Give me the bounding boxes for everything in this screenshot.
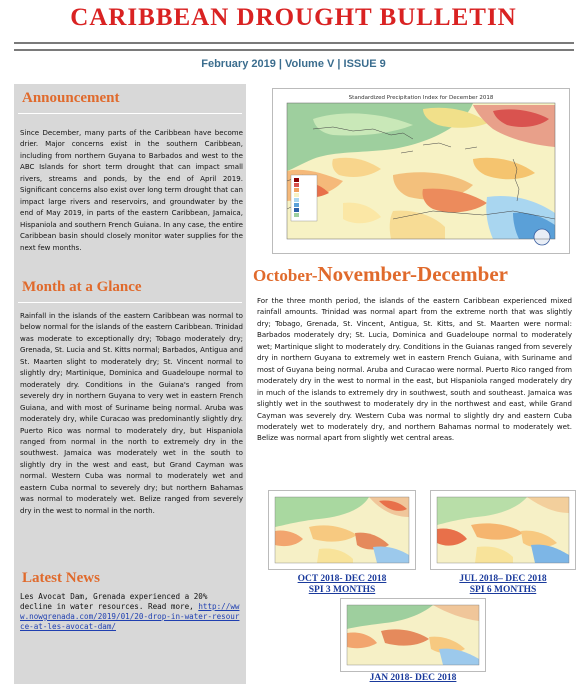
spi-3-month-map-image	[269, 491, 415, 569]
header-rule-top	[14, 42, 574, 44]
announcement-divider	[18, 113, 242, 114]
spi-12-month-map-image	[341, 599, 485, 671]
bulletin-title: CARIBBEAN DROUGHT BULLETIN	[70, 4, 517, 31]
announcement-text: Since December, many parts of the Caribbean have become drier. Major concerns exist in the southern Caribbean, including from northern Guyana to Barbados and west to the ABC Islands for short term drought that can impact small rivers, streams and ponds, by the end of April 2019. Significant concerns also exist over long term drought that can impact large rivers and reservoirs, and groundwater by the end of May 2019, in parts of the eastern Caribbean, Jamaica, Hispaniola and southern French Guiana. In any case, the entire Caribbean basin should closely monitor water supplies for the next few months.	[20, 128, 243, 252]
spi-6-month-caption-line1: JUL 2018– DEC 2018	[459, 574, 547, 584]
spi-3-month-map	[268, 490, 416, 570]
section-heading-part1: October-	[253, 266, 318, 285]
section-heading	[253, 262, 508, 287]
spi-6-month-caption-line2: SPI 6 MONTHS	[469, 585, 537, 595]
latest-news-heading: Latest News	[22, 570, 100, 586]
spi-3-month-caption-line2: SPI 3 MONTHS	[308, 585, 376, 595]
announcement-heading: Announcement	[22, 90, 120, 106]
spi-12-month-caption[interactable]	[340, 673, 486, 684]
header-rule-bottom	[14, 49, 574, 51]
spi-december-map-title: Standardized Precipitation Index for December 2018	[348, 95, 494, 101]
latest-news-link[interactable]: http://www.nowgrenada.com/2019/01/20-drop-in-water-resource-at-les-avocat-dam/	[20, 602, 240, 631]
spi-3-month-caption[interactable]	[268, 574, 416, 596]
latest-news-text	[20, 592, 243, 632]
spi-6-month-caption[interactable]	[430, 574, 576, 596]
section-heading-part2: November-December	[317, 262, 508, 286]
issue-line: February 2019 | Volume V | ISSUE 9	[201, 58, 386, 70]
spi-december-map	[272, 88, 570, 254]
latest-news-body: Les Avocat Dam, Grenada experienced a 20% decline in water resources. Read more,	[20, 592, 208, 611]
spi-12-month-caption-line1: JAN 2018- DEC 2018	[369, 673, 457, 683]
spi-6-month-map	[430, 490, 576, 570]
month-at-a-glance-text: Rainfall in the islands of the eastern Caribbean was normal to below normal for the islands of the eastern Caribbean. Trinidad was moderate to exceptionally dry; Tobago moderately dry; Grenada, St. Lucia and St. Kitts normal; Barbados, Antigua and St. Maarten slight to moderately dry; St. Vincent normal to slightly dry; Martinique, Dominica and Guadeloupe normal to moderately dry. Conditions in the Guiana's ranged from severely dry in northern Guyana to very wet in eastern French Guiana, and with most of Suriname being normal. Aruba was moderately dry, while Curacao was predominantly slightly dry. Puerto Rico was normal to moderately dry, but Hispaniola ranged from normal in the north to extremely dry in the southwest. Jamaica was moderately wet in the south to slightly dry in the west and east, but Grand Cayman was normal. Western Cuba was normal to moderately wet and eastern Cuba normal to severely dry; but northern Bahamas was normal to moderately wet. Belize ranged from severely dry in the west to normal in the north.	[20, 311, 243, 515]
spi-december-map-image	[273, 89, 569, 253]
spi-3-month-caption-line1: OCT 2018- DEC 2018	[297, 574, 387, 584]
spi-6-month-map-image	[431, 491, 575, 569]
spi-12-month-map	[340, 598, 486, 672]
main-summary-text: For the three month period, the islands of the eastern Caribbean experienced mixed rainfall amounts. Trinidad was normal apart from the extreme north that was slightly dry; Tobago, Grenada, St. Vincent, Antigua, St. Kitts, and St. Maarten were normal: Barbados moderately dry; St. Lucia, Dominica and Guadeloupe normal to moderately wet; Martinique slight to moderately dry. Conditions in the Guianas ranged from severely dry in northern Guyana to extremely wet in eastern French Guiana, with Suriname and most of Guyana being normal. Aruba and Curacao were normal. Puerto Rico ranged from moderately dry in the west to normal in the east, but Hispaniola ranged moderately dry in much of the islands to extremely dry in southwest, south and southeast. Jamaica was slightly wet in the southwest to moderately dry in the northwest and east, while Grand Cayman was severely dry. Western Cuba was normal to slightly dry and eastern Cuba moderately wet to moderately dry, and northern Bahamas normal to moderately wet. Belize was normal apart from slightly wet central areas.	[257, 296, 572, 443]
month-at-a-glance-divider	[18, 302, 242, 303]
month-at-a-glance-heading: Month at a Glance	[22, 279, 142, 295]
